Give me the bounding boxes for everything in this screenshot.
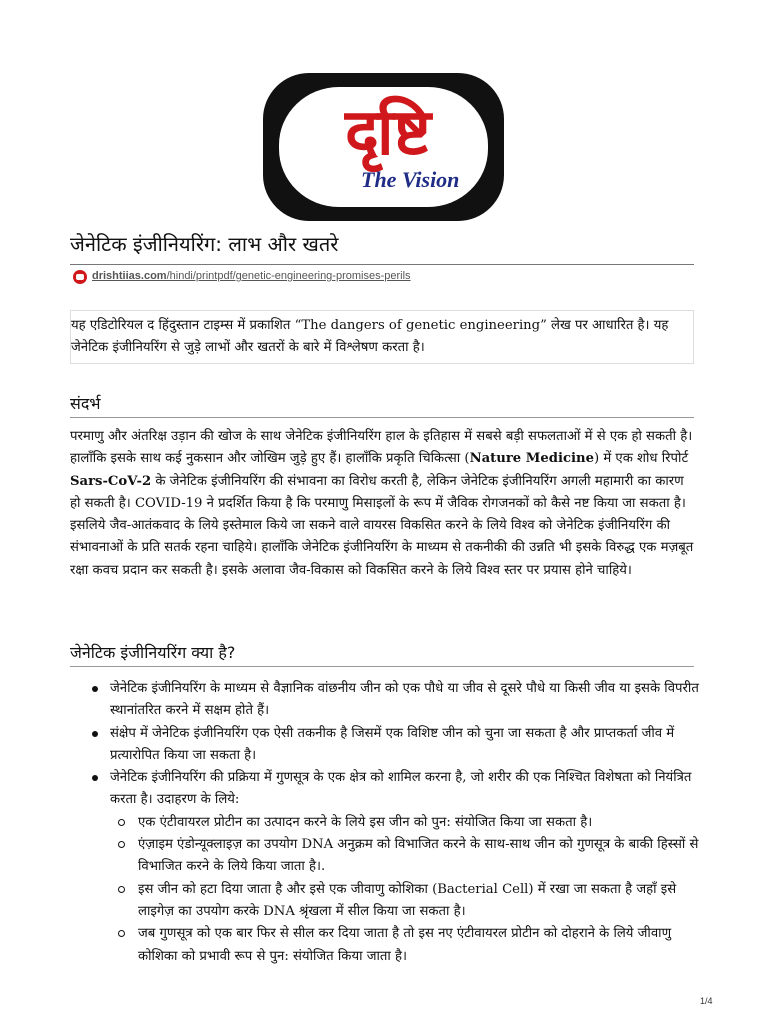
list-item bbox=[72, 767, 700, 968]
intro-text: यह एडिटोरियल द हिंदुस्तान टाइम्स में प्रकाशित “The dangers of genetic engineering” लेख पर आधारित है। यह जेनेटिक इंजीनियरिंग से जुड़े लाभों और खतरों के बारे में विश्लेषण करता है। bbox=[71, 318, 669, 355]
sub-list-item: एक एंटीवायरल प्रोटीन का उत्पादन करने के लिये इस जीन को पुन: संयोजित किया जा सकता है। bbox=[110, 812, 700, 834]
context-paragraph bbox=[70, 426, 698, 582]
list-item: संक्षेप में जेनेटिक इंजीनियरिंग एक ऐसी तकनीक है जिसमें एक विशिष्ट जीन को चुना जा सकता है और प्राप्तकर्ता जीव में प्रत्यारोपित किया जा सकता है। bbox=[72, 723, 700, 768]
context-heading: संदर्भ bbox=[70, 394, 101, 413]
logo bbox=[263, 73, 504, 221]
context-text-3: के जेनेटिक इंजीनियरिंग की संभावना का विरोध करती है, लेकिन जेनेटिक इंजीनियरिंग अगली महामारी का कारण हो सकती है। COVID-19 ने प्रदर्शित किया है कि परमाणु मिसाइलों के रूप में जैविक रोगजनकों को कैसे नष्ट किया जा सकता है। इसलिये जैव-आतंकवाद के लिये इस्तेमाल किये जा सकने वाले वायरस विकसित करने के लिये विश्व को जेनेटिक इंजीनियरिंग की संभावनाओं के प्रति सतर्क रहना चाहिये। हालाँकि जेनेटिक इंजीनियरिंग के माध्यम से तकनीकी की उन्नति भी इसके विरुद्ध एक मज़बूत रक्षा कवच प्रदान कर सकती है। इसके अलावा जैव-विकास को विकसित करने के लिये विश्व स्तर पर प्रयास होने चाहिये। bbox=[70, 473, 694, 578]
what-is-heading: जेनेटिक इंजीनियरिंग क्या है? bbox=[70, 643, 236, 662]
page-number: 1/4 bbox=[700, 996, 713, 1006]
sub-list-item: जब गुणसूत्र को एक बार फिर से सील कर दिया जाता है तो इस नए एंटीवायरल प्रोटीन को दोहराने के लिये जीवाणु कोशिका को प्रभावी रूप से पुन: संयोजित किया जाता है। bbox=[110, 923, 700, 968]
logo-english-text: The Vision bbox=[361, 167, 460, 192]
source-path: /hindi/printpdf/genetic-engineering-promises-perils bbox=[166, 270, 411, 282]
list-item-text: जेनेटिक इंजीनियरिंग की प्रक्रिया में गुणसूत्र के एक क्षेत्र को शामिल करना है, जो शरीर की एक निश्चित विशेषता को नियंत्रित करता है। उदाहरण के लिये: bbox=[110, 770, 692, 808]
sub-list-item: एंज़ाइम एंडोन्यूक्लाइज़ का उपयोग DNA अनुक्रम को विभाजित करने के साथ-साथ जीन को गुणसूत्र के बाकी हिस्सों से विभाजित करने के लिये किया जाता है।. bbox=[110, 834, 700, 879]
bullet-list bbox=[72, 678, 700, 968]
source-link[interactable] bbox=[92, 270, 411, 282]
context-text-1: परमाणु और अंतरिक्ष उड़ान की खोज के साथ जेनेटिक इंजीनियरिंग हाल के इतिहास में सबसे बड़ी सफलताओं में से एक हो सकती है। हालाँकि इसके साथ कई नुकसान और जोखिम जुड़े हुए हैं। हालाँकि प्रकृति चिकित्सा ( bbox=[70, 429, 693, 467]
site-favicon-icon bbox=[73, 270, 87, 284]
context-text-2: ) में एक शोध रिपोर्ट bbox=[594, 451, 689, 467]
title-divider bbox=[70, 264, 694, 265]
sub-bullet-list bbox=[110, 812, 700, 968]
list-item: जेनेटिक इंजीनियरिंग के माध्यम से वैज्ञानिक वांछनीय जीन को एक पौधे या जीव से दूसरे पौधे या किसी जीव या इसके विपरीत स्थानांतरित करने में सक्षम होते हैं। bbox=[72, 678, 700, 723]
logo-hindi-text: दृष्टि bbox=[345, 96, 429, 170]
sub-list-item: इस जीन को हटा दिया जाता है और इसे एक जीवाणु कोशिका (Bacterial Cell) में रखा जा सकता है जहाँ इसे लाइगेज़ का उपयोग करके DNA श्रृंखला में सील किया जा सकता है। bbox=[110, 879, 700, 924]
context-divider bbox=[70, 417, 694, 418]
context-bold-sars-cov-2: Sars-CoV-2 bbox=[70, 473, 152, 489]
what-is-divider bbox=[70, 666, 694, 667]
context-bold-nature-medicine: Nature Medicine bbox=[469, 451, 595, 467]
page-title: जेनेटिक इंजीनियरिंग: लाभ और खतरे bbox=[70, 232, 339, 256]
logo-badge bbox=[279, 87, 488, 207]
source-domain: drishtiias.com bbox=[92, 270, 167, 282]
intro-box bbox=[70, 310, 694, 364]
